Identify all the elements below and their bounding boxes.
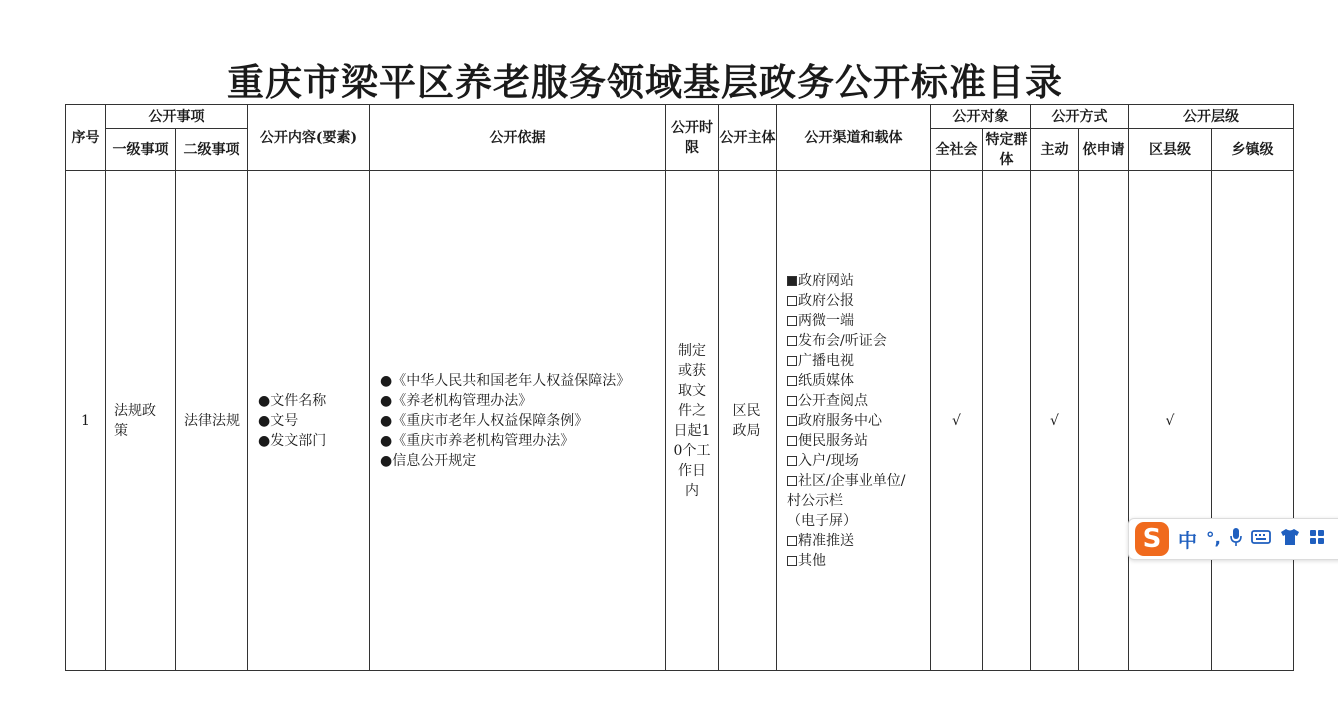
channel-item: [787, 471, 930, 491]
unchecked-box-icon: [787, 536, 797, 546]
channel-item: [787, 371, 930, 391]
unchecked-box-icon: [787, 376, 797, 386]
time-limit-text: 制定或获取文件之日起10个工作日内: [673, 342, 711, 499]
channel-item: [787, 491, 930, 511]
channel-label: 村公示栏: [787, 492, 843, 509]
channel-label: 入户/现场: [798, 452, 859, 469]
content-item: ● 文号: [258, 411, 369, 431]
header-whole-society: 全社会: [931, 129, 983, 171]
header-level1: 一级事项: [106, 129, 176, 171]
row-time-limit: [666, 171, 719, 671]
channel-item: [787, 351, 930, 371]
header-subject: 公开主体: [719, 105, 777, 171]
channel-label: 公开查阅点: [798, 392, 868, 409]
channel-label: 政府网站: [798, 272, 854, 289]
channel-item: [787, 311, 930, 331]
row-content: [248, 171, 370, 671]
basis-item: ● 《中华人民共和国老年人权益保障法》: [380, 371, 665, 391]
channel-item: [787, 331, 930, 351]
channel-label: 发布会/听证会: [798, 332, 887, 349]
header-level: 公开层级: [1129, 105, 1294, 129]
row-on-request: [1079, 171, 1129, 671]
unchecked-box-icon: [787, 356, 797, 366]
row-channels: [777, 171, 931, 671]
keyboard-icon[interactable]: [1251, 529, 1271, 550]
row-specific-group: [983, 171, 1031, 671]
row-level1: 法规政策: [106, 171, 176, 671]
unchecked-box-icon: [787, 436, 797, 446]
channel-label: 纸质媒体: [798, 372, 854, 389]
unchecked-box-icon: [787, 296, 797, 306]
channel-label: 两微一端: [798, 312, 854, 329]
basis-item: ● 信息公开规定: [380, 451, 665, 471]
row-subject: [719, 171, 777, 671]
row-county: √: [1129, 171, 1212, 671]
header-channels: 公开渠道和载体: [777, 105, 931, 171]
channel-item: [787, 291, 930, 311]
header-on-request: 依申请: [1079, 129, 1129, 171]
basis-item: ● 《重庆市老年人权益保障条例》: [380, 411, 665, 431]
row-basis: [370, 171, 666, 671]
header-content: 公开内容(要素): [248, 105, 370, 171]
ime-toolbar[interactable]: [1128, 518, 1338, 560]
page-title: 重庆市梁平区养老服务领域基层政务公开标准目录: [227, 60, 1063, 104]
microphone-icon[interactable]: [1230, 527, 1242, 552]
unchecked-box-icon: [787, 476, 797, 486]
row-active: √: [1031, 171, 1079, 671]
unchecked-box-icon: [787, 336, 797, 346]
header-matter: 公开事项: [106, 105, 248, 129]
header-township: 乡镇级: [1212, 129, 1294, 171]
channel-item: [787, 551, 930, 571]
unchecked-box-icon: [787, 556, 797, 566]
basis-item: ● 《养老机构管理办法》: [380, 391, 665, 411]
checked-box-icon: [787, 276, 797, 286]
row-whole-society: √: [931, 171, 983, 671]
channel-label: 政府服务中心: [798, 412, 882, 429]
shirt-icon[interactable]: [1280, 528, 1300, 551]
channel-item: [787, 531, 930, 551]
channel-item: [787, 431, 930, 451]
header-county: 区县级: [1129, 129, 1212, 171]
content-list: [258, 391, 369, 451]
channels-list: [787, 271, 930, 571]
grid-icon[interactable]: [1309, 529, 1325, 550]
table-row: [66, 171, 1294, 671]
channel-label: 政府公报: [798, 292, 854, 309]
header-method: 公开方式: [1031, 105, 1129, 129]
channel-label: 广播电视: [798, 352, 854, 369]
channel-label: （电子屏）: [787, 512, 857, 529]
channel-item: [787, 451, 930, 471]
channel-item: [787, 411, 930, 431]
unchecked-box-icon: [787, 456, 797, 466]
channel-item: [787, 271, 930, 291]
unchecked-box-icon: [787, 416, 797, 426]
header-active: 主动: [1031, 129, 1079, 171]
channel-label: 其他: [798, 552, 826, 569]
content-item: ● 发文部门: [258, 431, 369, 451]
channel-label: 社区/企事业单位/: [798, 472, 906, 489]
basis-list: [380, 371, 665, 471]
content-item: ● 文件名称: [258, 391, 369, 411]
header-target: 公开对象: [931, 105, 1031, 129]
channel-item: [787, 511, 930, 531]
ime-language-toggle[interactable]: 中: [1178, 529, 1198, 552]
row-level2: 法律法规: [176, 171, 248, 671]
row-seq: 1: [66, 171, 106, 671]
header-basis: 公开依据: [370, 105, 666, 171]
header-time-limit: 公开时限: [666, 105, 719, 171]
header-row-1: [66, 105, 1294, 129]
unchecked-box-icon: [787, 396, 797, 406]
basis-item: ● 《重庆市养老机构管理办法》: [380, 431, 665, 451]
row-township: [1212, 171, 1294, 671]
sogou-logo-icon[interactable]: S: [1135, 522, 1169, 556]
unchecked-box-icon: [787, 316, 797, 326]
header-specific-group: 特定群体: [983, 129, 1031, 171]
channel-item: [787, 391, 930, 411]
channel-label: 精准推送: [798, 532, 854, 549]
header-level2: 二级事项: [176, 129, 248, 171]
catalog-table: [65, 104, 1294, 671]
ime-punctuation-toggle[interactable]: °,: [1206, 529, 1221, 549]
subject-text: 区民政局: [732, 402, 761, 439]
channel-label: 便民服务站: [798, 432, 868, 449]
header-seq: 序号: [66, 105, 106, 171]
